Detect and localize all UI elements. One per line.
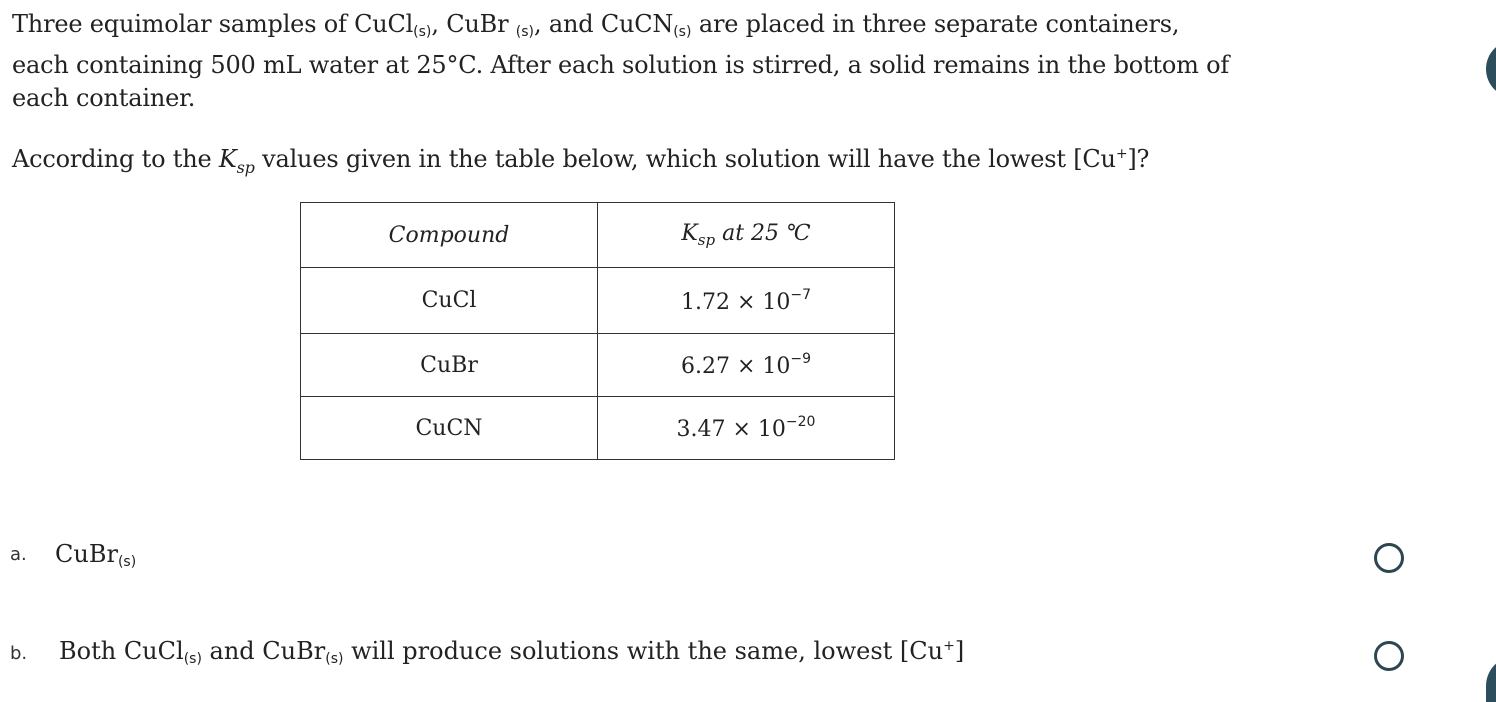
compound-cell: CuCN [301,397,598,460]
radio-option-b[interactable] [1374,641,1404,671]
question-line-1 [12,8,1192,49]
question-text: are placed in three separate containers, [691,10,1180,38]
ksp-mantissa: 6.27 × 10 [680,354,791,379]
option-text [59,637,964,667]
question-line-2: each containing 500 mL water at 25°C. After each solution is stirred, a solid remains in the bottom of [12,51,1230,79]
ksp-table [300,202,895,460]
state-subscript: (s) [325,651,344,667]
option-text-part: will produce solutions with the same, lowest [Cu [343,637,944,665]
option-letter: b. [10,643,28,664]
ksp-exponent: −9 [790,351,812,367]
table-header-row [301,203,895,268]
ksp-subscript: sp [236,158,255,177]
ksp-mantissa: 1.72 × 10 [680,289,791,315]
ksp-symbol: K [681,221,698,246]
question-line-3: each container. [12,84,196,112]
option-text-part: CuBr [55,540,118,568]
header-ksp [598,203,895,268]
table-row [301,397,895,460]
ksp-exponent: −20 [785,414,816,430]
prompt-text: values given in the table below, which solution will have the lowest [Cu [254,145,1116,173]
question-text: Three equimolar samples of CuCl [12,10,414,38]
compound-cell: CuBr [301,334,598,397]
option-text [55,540,136,570]
option-letter: a. [10,544,27,565]
prompt-text: According to the [12,145,219,173]
ksp-symbol: K [218,145,237,173]
state-subscript: (s) [183,651,202,667]
charge-superscript: + [1115,146,1128,162]
option-text-part: Both CuCl [59,637,184,665]
question-text: , and CuCN [534,10,674,38]
charge-superscript: + [943,638,955,654]
state-subscript: (s) [673,24,692,40]
side-panel-tab-bottom[interactable] [1486,656,1496,702]
state-subscript: (s) [515,24,535,40]
table-row [301,268,895,334]
ksp-cell [598,268,895,334]
state-subscript: (s) [117,554,137,570]
ksp-cell [598,397,895,460]
question-stem [12,8,1230,115]
question-prompt [12,138,1149,184]
compound-cell: CuCl [301,268,598,334]
radio-option-a[interactable] [1374,543,1404,573]
ksp-subscript: sp [697,231,716,249]
ksp-exponent: −7 [790,286,812,303]
header-temp: at 25 ℃ [715,221,811,246]
option-text-part: ] [954,637,965,665]
question-text: , CuBr [431,10,516,38]
table-row [301,334,895,397]
ksp-mantissa: 3.47 × 10 [676,417,786,442]
state-subscript: (s) [413,24,432,40]
prompt-text: ]? [1127,145,1150,173]
ksp-cell [598,334,895,397]
header-compound: Compound [301,203,598,268]
option-text-part: and CuBr [201,637,326,665]
side-panel-tab-top[interactable] [1486,40,1496,98]
